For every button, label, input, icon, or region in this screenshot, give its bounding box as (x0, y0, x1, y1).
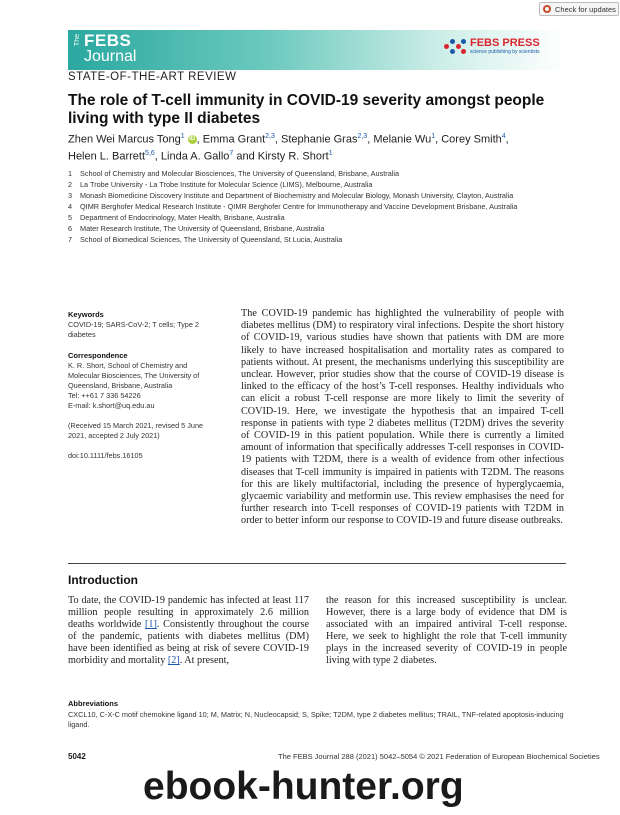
logo-febs: FEBS (84, 31, 132, 50)
affiliation-item (68, 223, 578, 234)
affiliation-text: Mater Research Institute, The University of Queensland, Brisbane, Australia (80, 224, 325, 233)
orcid-icon[interactable]: iD (189, 136, 196, 143)
abbreviations-heading: Abbreviations (68, 699, 119, 708)
received-dates: (Received 15 March 2021, revised 5 June 2021, accepted 2 July 2021) (68, 421, 204, 440)
febs-press-logo (444, 38, 540, 56)
affiliation-number: 6 (68, 224, 73, 233)
page-footer: The FEBS Journal 288 (2021) 5042–5054 © 2021 Federation of European Biochemical Societies (278, 752, 600, 761)
keywords-text: COVID-19; SARS-CoV-2; T cells; Type 2 diabetes (68, 320, 199, 339)
author-name: Melanie Wu (373, 133, 432, 146)
author-affiliation-ref[interactable]: 5,6 (145, 149, 155, 157)
affiliation-item (68, 234, 578, 245)
author-affiliation-ref[interactable]: 2,3 (265, 133, 275, 140)
article-sidebar (68, 310, 218, 461)
author-affiliation-ref[interactable]: 2,3 (357, 133, 368, 140)
affiliation-item (68, 190, 578, 201)
affiliation-number: 1 (68, 169, 73, 178)
author-affiliation-ref[interactable]: 1 (328, 149, 333, 157)
author-affiliation-ref[interactable]: 7 (229, 149, 234, 157)
intro-text-1: To date, the COVID-19 pandemic has infected at least 117 million people resulting in approximately 2.6 million deaths worldwide (68, 595, 309, 631)
keywords-heading: Keywords (68, 310, 104, 319)
affiliation-item (68, 212, 578, 223)
intro-column-1 (68, 595, 309, 668)
author-name: Stephanie Gras (281, 133, 358, 146)
author-affiliation-ref[interactable]: 4 (501, 133, 506, 140)
author-name: Corey Smith (441, 133, 502, 146)
press-name: FEBS PRESS (470, 37, 540, 49)
author-name: Kirsty R. Short (257, 150, 329, 163)
reference-link-1[interactable]: [1] (145, 619, 157, 631)
affiliation-number: 4 (68, 202, 73, 211)
affiliation-item (68, 168, 578, 179)
author-affiliation-ref[interactable]: 1 (180, 133, 185, 140)
check-for-updates-button[interactable] (539, 2, 619, 16)
section-divider (68, 563, 566, 564)
page-number: 5042 (68, 752, 86, 761)
article-title: The role of T-cell immunity in COVID-19 severity amongst people living with type II diabetes (68, 92, 545, 127)
intro-text-3: . At present, (179, 655, 230, 667)
introduction-heading: Introduction (68, 573, 138, 587)
article-type: STATE-OF-THE-ART REVIEW (68, 71, 237, 83)
affiliation-text: QIMR Berghofer Medical Research Institute - QIMR Berghofer Centre for Immunotherapy and Vaccine Development Brisbane, Australia (80, 202, 518, 211)
doi-link[interactable]: doi:10.1111/febs.16105 (68, 451, 143, 460)
affiliation-number: 3 (68, 191, 73, 200)
affiliation-list (68, 168, 578, 245)
affiliation-item (68, 179, 578, 190)
affiliation-number: 7 (68, 235, 73, 244)
check-for-updates-label: Check for updates (555, 4, 616, 14)
intro-text-2: . Consistently throughout the course of the pandemic, patients with diabetes mellitus (DM) have been identified as being at risk of severe COVID-19 morbidity and mortality (68, 619, 309, 667)
logo-journal: Journal (84, 48, 137, 65)
author-name: Zhen Wei Marcus Tong (68, 133, 181, 146)
affiliation-number: 5 (68, 213, 73, 222)
correspondence-tel: Tel: ++61 7 336 54226 (68, 391, 141, 400)
author-name: Helen L. Barrett (68, 150, 146, 163)
affiliation-item (68, 201, 578, 212)
affiliation-text: School of Biomedical Sciences, The University of Queensland, St Lucia, Australia (80, 235, 343, 244)
febs-press-mark-icon (444, 38, 466, 56)
correspondence-text: K. R. Short, School of Chemistry and Molecular Biosciences, The University of Queensland, Brisbane, Australia (68, 361, 200, 390)
reference-link-2[interactable]: [2] (167, 655, 180, 667)
author-list: Zhen Wei Marcus Tong$^1$ iD , Emma Grant$^{2,3}$, Stephanie Gras$^{2,3}$, Melanie Wu$^1$, Corey Smith$^4$, Helen L. Barrett$^{5,6}$, Linda A. Gallo$^7$ and Kirsty R. Short$^1$ (68, 133, 509, 163)
affiliation-text: Department of Endocrinology, Mater Health, Brisbane, Australia (80, 213, 285, 222)
author-affiliation-ref[interactable]: 1 (431, 133, 436, 140)
logo-the: The (74, 34, 81, 47)
press-tagline: science publishing by scientists (470, 49, 540, 55)
author-name: Emma Grant (202, 133, 266, 146)
abstract-text: The COVID-19 pandemic has highlighted the vulnerability of people with diabetes mellitus (DM) to respiratory viral infections. Despite the short history of COVID-19, various studies have shown that patients with DM are more likely to have increased hospitalisation and mortality rates as compared to patients without. At present, the mechanisms underlying this susceptibility are unclear. However, prior studies show that the course of COVID-19 disease is linked to the efficacy of the host’s T-cell responses. Healthy individuals who can elicit a robust T-cell response are more likely to limit the severity of COVID-19. Here, we investigate the hypothesis that an impaired T-cell response in patients with type 2 diabetes mellitus (T2DM) drives the severity of COVID-19 in this patient population. While there is currently a limited amount of information that specifically addresses T-cell responses in COVID-19 patients with T2DM, there is a wealth of evidence from other infectious diseases that T-cell immunity is impaired in patients with T2DM. The reasons for this are likely multifactorial, including the presence of hyperglycaemia, glycaemic variability and metformin use. This review emphasises the need for further research into T-cell responses of COVID-19 patients with T2DM in order to better inform our response to COVID-19 and future disease outbreaks. (241, 308, 564, 527)
author-name: Linda A. Gallo (160, 150, 230, 163)
intro-column-2: the reason for this increased susceptibility is unclear. However, there is a large body of evidence that DM is associated with an impaired antiviral T-cell response. Here, we seek to highlight the role that T-cell immunity plays in the increased severity of COVID-19 in people living with type 2 diabetes. (326, 595, 567, 667)
affiliation-text: La Trobe University - La Trobe Institute for Molecular Science (LIMS), Melbourne, Australia (80, 180, 373, 189)
affiliation-number: 2 (68, 180, 73, 189)
affiliation-text: Monash Biomedicine Discovery Institute and Department of Biochemistry and Molecular Biology, Monash University, Clayton, Australia (80, 191, 514, 200)
abbreviations-text: CXCL10, C-X-C motif chemokine ligand 10; M, Matrix; N, Nucleocapsid; S, Spike; T2DM, type 2 diabetes mellitus; TRAIL, TNF-related apoptosis-inducing ligand. (68, 710, 564, 729)
correspondence-email: E-mail: k.short@uq.edu.au (68, 401, 155, 410)
affiliation-text: School of Chemistry and Molecular Biosciences, The University of Queensland, Brisbane, Australia (80, 169, 400, 178)
crossmark-icon (543, 5, 551, 13)
correspondence-heading: Correspondence (68, 351, 128, 360)
watermark-text: ebook-hunter.org (143, 765, 464, 808)
